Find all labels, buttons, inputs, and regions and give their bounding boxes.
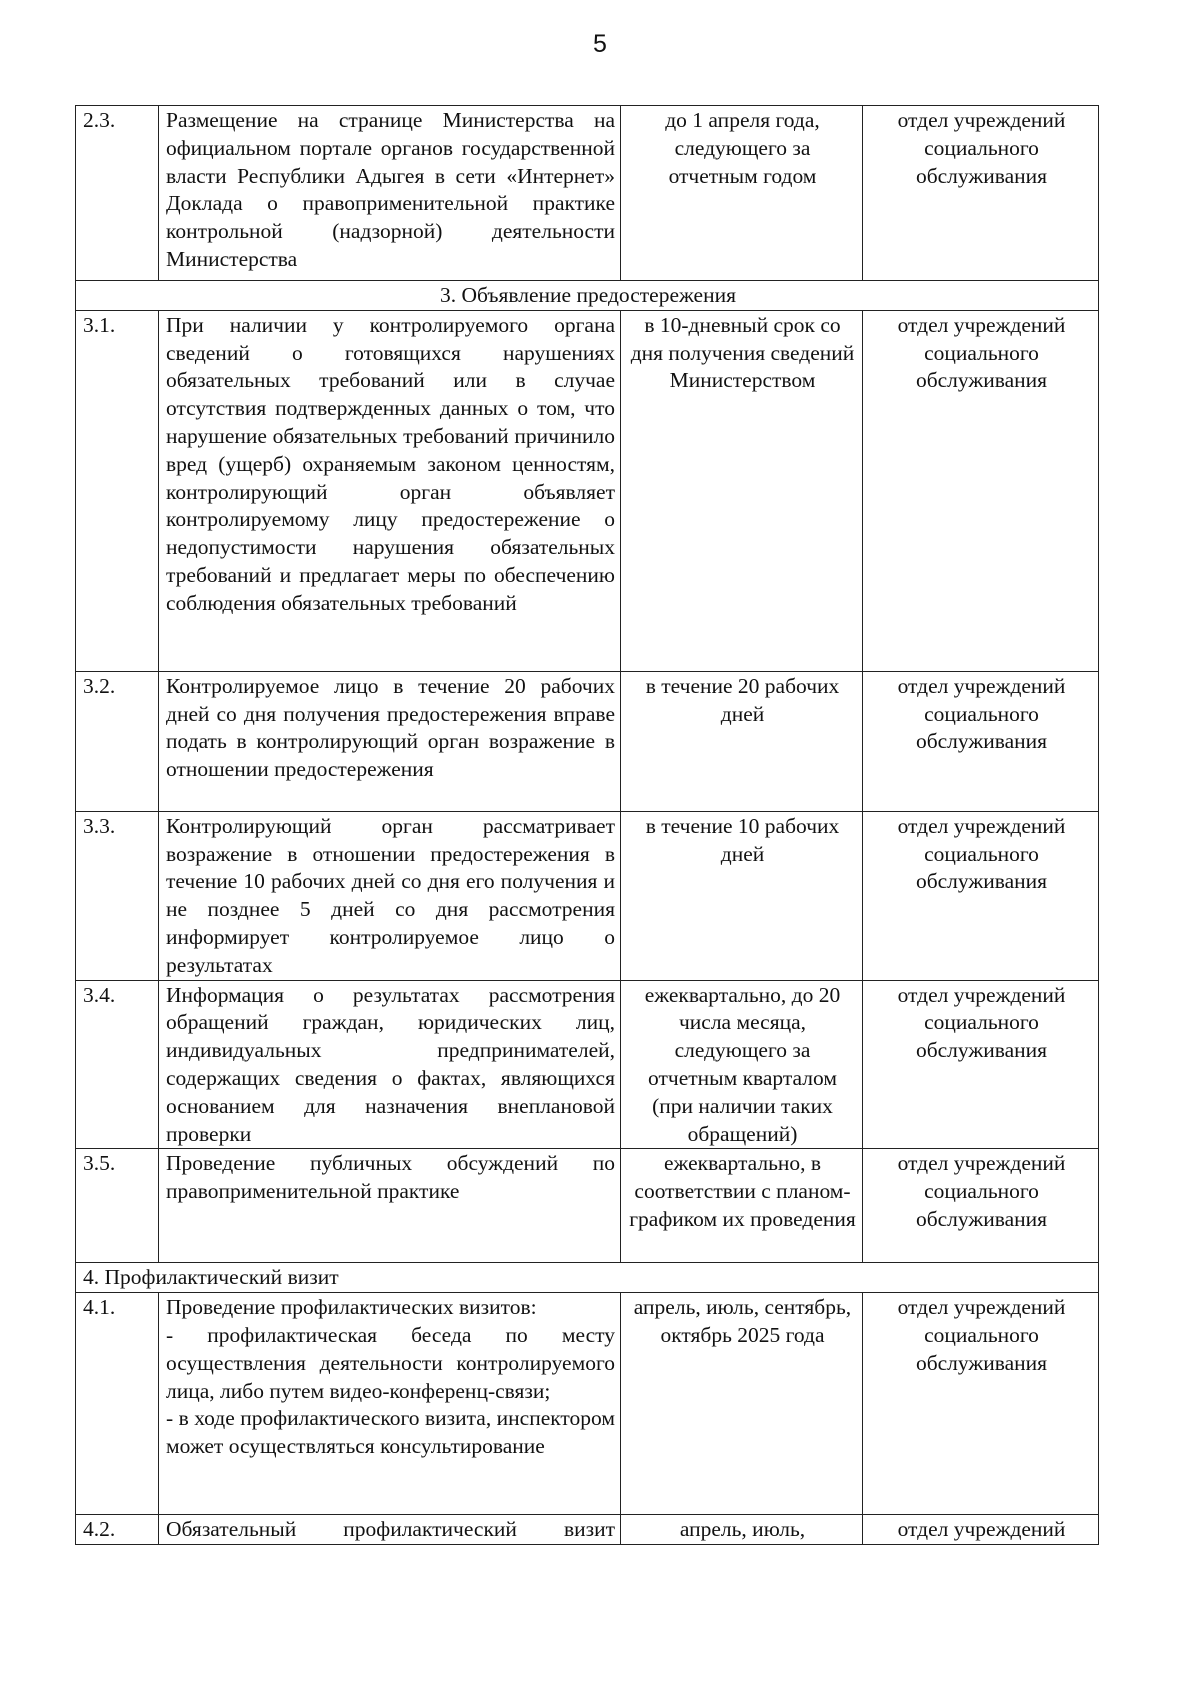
table-row [76, 106, 1099, 281]
section-row [76, 1263, 1099, 1293]
item-activity: Контролируемое лицо в течение 20 рабочих дней со дня получения предостережения вправе подать в контролирующий орган возражение в отношении предостережения [159, 671, 621, 811]
item-number: 3.3. [76, 811, 159, 980]
item-activity: Контролирующий орган рассматривает возражение в отношении предостережения в течение 10 рабочих дней со дня его получения и не позднее 5 дней со дня рассмотрения информирует контролируемое лицо о результатах [159, 811, 621, 980]
item-term: до 1 апреля года, следующего за отчетным годом [621, 106, 863, 281]
table-row [76, 980, 1099, 1149]
page-number: 5 [593, 30, 607, 58]
item-responsible: отдел учреждений социального обслуживания [863, 1293, 1099, 1515]
item-term: в течение 20 рабочих дней [621, 671, 863, 811]
item-term: в течение 10 рабочих дней [621, 811, 863, 980]
section-heading: 3. Объявление предостережения [76, 281, 1099, 311]
item-responsible: отдел учреждений социального обслуживания [863, 106, 1099, 281]
item-number: 4.2. [76, 1515, 159, 1545]
section-row [76, 281, 1099, 311]
item-responsible: отдел учреждений социального обслуживания [863, 1149, 1099, 1263]
section-heading: 4. Профилактический визит [76, 1263, 1099, 1293]
plan-table [75, 105, 1099, 1545]
item-activity: Обязательный профилактический визит [159, 1515, 621, 1545]
item-number: 3.1. [76, 310, 159, 671]
table-row [76, 310, 1099, 671]
item-activity: Размещение на странице Министерства на официальном портале органов государственной власти Республики Адыгея в сети «Интернет» Доклада о правоприменительной практике контрольной (надзорной) деятельности Министерства [159, 106, 621, 281]
item-term: ежеквартально, до 20 числа месяца, следующего за отчетным кварталом (при наличии таких обращений) [621, 980, 863, 1149]
item-number: 3.5. [76, 1149, 159, 1263]
item-responsible: отдел учреждений социального обслуживания [863, 310, 1099, 671]
item-activity: При наличии у контролируемого органа сведений о готовящихся нарушениях обязательных требований или в случае отсутствия подтвержденных данных о том, что нарушение обязательных требований причинило вред (ущерб) охраняемым законом ценностям, контролирующий орган объявляет контролируемому лицу предостережение о недопустимости нарушения обязательных требований и предлагает меры по обеспечению соблюдения обязательных требований [159, 310, 621, 671]
item-number: 3.2. [76, 671, 159, 811]
item-term: апрель, июль, сентябрь, октябрь 2025 года [621, 1293, 863, 1515]
item-responsible: отдел учреждений [863, 1515, 1099, 1545]
table-row [76, 671, 1099, 811]
item-number: 4.1. [76, 1293, 159, 1515]
item-term: в 10-дневный срок со дня получения сведений Министерством [621, 310, 863, 671]
item-number: 3.4. [76, 980, 159, 1149]
item-responsible: отдел учреждений социального обслуживания [863, 671, 1099, 811]
table-row [76, 1293, 1099, 1515]
item-term: ежеквартально, в соответствии с планом-графиком их проведения [621, 1149, 863, 1263]
table-row [76, 1515, 1099, 1545]
item-responsible: отдел учреждений социального обслуживания [863, 811, 1099, 980]
item-number: 2.3. [76, 106, 159, 281]
item-activity: Информация о результатах рассмотрения обращений граждан, юридических лиц, индивидуальных предпринимателей, содержащих сведения о фактах, являющихся основанием для назначения внеплановой проверки [159, 980, 621, 1149]
table-row [76, 1149, 1099, 1263]
item-responsible: отдел учреждений социального обслуживания [863, 980, 1099, 1149]
item-term: апрель, июль, [621, 1515, 863, 1545]
item-activity: Проведение профилактических визитов: - профилактическая беседа по месту осуществления деятельности контролируемого лица, либо путем видео-конференц-связи; - в ходе профилактического визита, инспектором может осуществляться консультирование [159, 1293, 621, 1515]
table-row [76, 811, 1099, 980]
item-activity: Проведение публичных обсуждений по правоприменительной практике [159, 1149, 621, 1263]
